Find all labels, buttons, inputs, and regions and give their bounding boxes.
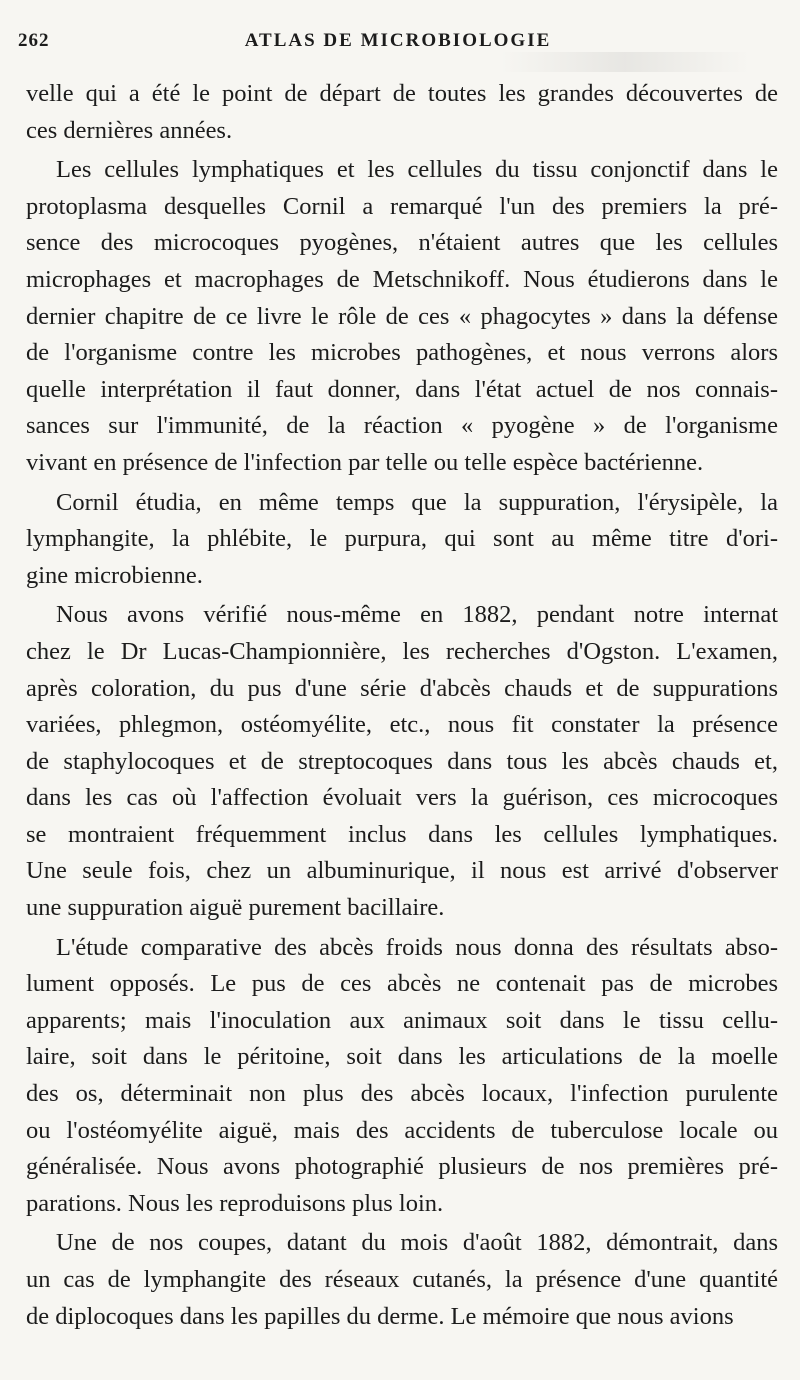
paragraph — [26, 930, 778, 1223]
paragraph — [26, 485, 778, 595]
page-header — [18, 24, 778, 54]
text-line: Une de nos coupes, datant du mois d'août 1882, démontrait, dans — [56, 1229, 778, 1257]
text-line: de l'organisme contre les microbes pathogènes, et nous verrons alors — [26, 339, 778, 367]
bleed-through-shadow — [500, 52, 750, 72]
text-line: un cas de lymphangite des réseaux cutanés, la présence d'une quantité — [26, 1266, 778, 1293]
text-line: Les cellules lymphatiques et les cellules du tissu conjonctif dans le — [56, 156, 778, 184]
text-line: se montraient fréquemment inclus dans les cellules lymphatiques. — [26, 820, 778, 848]
text-line: Nous avons vérifié nous-même en 1882, pendant notre internat — [56, 601, 778, 629]
paragraph — [26, 76, 778, 149]
text-line: dans les cas où l'affection évoluait vers la guérison, ces microcoques — [26, 784, 778, 812]
text-line: gine microbienne. — [26, 561, 203, 589]
text-line: velle qui a été le point de départ de toutes les grandes découvertes de — [26, 80, 778, 107]
text-line: microphages et macrophages de Metschnikoff. Nous étudierons dans le — [26, 265, 778, 293]
text-line: sence des microcoques pyogènes, n'étaient autres que les cellules — [26, 229, 778, 257]
text-line: vivant en présence de l'infection par telle ou telle espèce bactérienne. — [26, 448, 704, 476]
text-line: une suppuration aiguë purement bacillaire. — [26, 894, 445, 922]
text-line: Une seule fois, chez un albuminurique, il nous est arrivé d'observer — [26, 857, 778, 885]
text-line: de staphylocoques et de streptocoques dans tous les abcès chauds et, — [26, 747, 778, 775]
text-line: chez le Dr Lucas-Championnière, les recherches d'Ogston. L'examen, — [26, 637, 778, 665]
text-line: quelle interprétation il faut donner, dans l'état actuel de nos connais- — [26, 375, 778, 403]
running-head: ATLAS DE MICROBIOLOGIE — [244, 30, 552, 51]
text-line: sances sur l'immunité, de la réaction « pyogène » de l'organisme — [26, 412, 778, 440]
text-line: dernier chapitre de ce livre le rôle de ces « phagocytes » dans la défense — [26, 302, 778, 330]
page-number: 262 — [18, 30, 50, 51]
text-line: ou l'ostéomyélite aiguë, mais des accidents de tuberculose locale ou — [26, 1116, 778, 1144]
text-line: Cornil étudia, en même temps que la suppuration, l'érysipèle, la — [56, 488, 778, 516]
text-line: ces dernières années. — [26, 116, 233, 144]
text-line: de diplocoques dans les papilles du derme. Le mémoire que nous avions — [26, 1302, 734, 1330]
text-line: lument opposés. Le pus de ces abcès ne contenait pas de microbes — [26, 970, 778, 998]
text-line: laire, soit dans le péritoine, soit dans les articulations de la moelle — [26, 1043, 778, 1071]
text-line: apparents; mais l'inoculation aux animaux soit dans le tissu cellu- — [26, 1006, 778, 1034]
text-line: L'étude comparative des abcès froids nous donna des résultats abso- — [56, 933, 778, 961]
text-line: généralisée. Nous avons photographié plusieurs de nos premières pré- — [26, 1153, 778, 1181]
text-line: variées, phlegmon, ostéomyélite, etc., nous fit constater la présence — [26, 711, 778, 739]
body-text — [26, 76, 778, 1335]
paragraph — [26, 1225, 778, 1335]
paragraph — [26, 597, 778, 926]
paragraph — [26, 152, 778, 481]
text-line: protoplasma desquelles Cornil a remarqué l'un des premiers la pré- — [26, 192, 778, 220]
text-line: lymphangite, la phlébite, le purpura, qui sont au même titre d'ori- — [26, 525, 778, 553]
text-line: des os, déterminait non plus des abcès locaux, l'infection purulente — [26, 1080, 778, 1108]
text-line: après coloration, du pus d'une série d'abcès chauds et de suppurations — [26, 674, 778, 702]
text-line: parations. Nous les reproduisons plus loin. — [26, 1189, 444, 1217]
